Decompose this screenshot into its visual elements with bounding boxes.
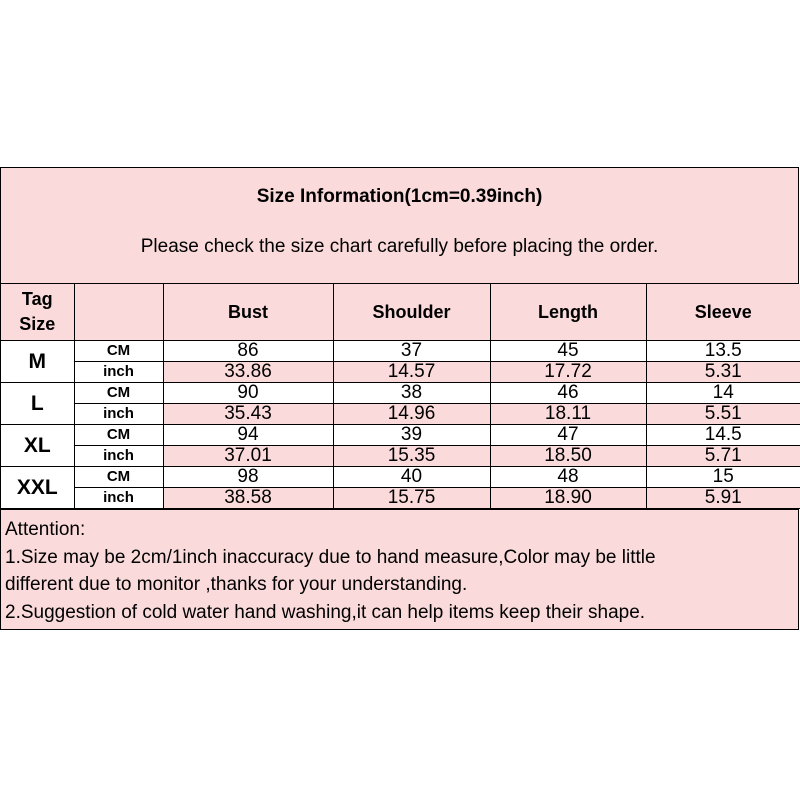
sleeve-cell: 5.71 (646, 446, 800, 467)
shoulder-cell: 14.96 (333, 404, 490, 425)
column-header-shoulder: Shoulder (333, 284, 490, 341)
column-header-length: Length (490, 284, 646, 341)
length-cell: 17.72 (490, 362, 646, 383)
column-header-bust: Bust (163, 284, 333, 341)
length-cell: 18.11 (490, 404, 646, 425)
unit-cell: inch (74, 488, 163, 509)
unit-cell: CM (74, 341, 163, 362)
sleeve-cell: 14 (646, 383, 800, 404)
notes-line: 2.Suggestion of cold water hand washing,it can help items keep their shape. (5, 601, 646, 623)
chart-subtitle: Please check the size chart carefully before placing the order. (140, 236, 659, 257)
length-cell: 48 (490, 467, 646, 488)
unit-cell: CM (74, 467, 163, 488)
notes-line: 1.Size may be 2cm/1inch inaccuracy due to hand measure,Color may be little (5, 546, 656, 568)
chart-header (1, 168, 798, 284)
shoulder-cell: 15.35 (333, 446, 490, 467)
sleeve-cell: 13.5 (646, 341, 800, 362)
column-header-unit (74, 284, 163, 341)
bust-cell: 94 (163, 425, 333, 446)
shoulder-cell: 37 (333, 341, 490, 362)
size-chart (0, 167, 799, 630)
length-cell: 18.90 (490, 488, 646, 509)
sleeve-cell: 14.5 (646, 425, 800, 446)
shoulder-cell: 39 (333, 425, 490, 446)
unit-cell: inch (74, 446, 163, 467)
sleeve-cell: 15 (646, 467, 800, 488)
sleeve-cell: 5.51 (646, 404, 800, 425)
length-cell: 45 (490, 341, 646, 362)
tag-label: Tag (21, 289, 53, 309)
shoulder-cell: 38 (333, 383, 490, 404)
column-header-sleeve: Sleeve (646, 284, 800, 341)
size-label-cell: M (1, 341, 74, 383)
table-row (1, 446, 800, 467)
table-row (1, 404, 800, 425)
unit-cell: inch (74, 362, 163, 383)
bust-cell: 98 (163, 467, 333, 488)
bust-cell: 37.01 (163, 446, 333, 467)
length-cell: 47 (490, 425, 646, 446)
length-cell: 46 (490, 383, 646, 404)
unit-cell: inch (74, 404, 163, 425)
table-row (1, 488, 800, 509)
column-header-row (1, 284, 800, 341)
bust-cell: 38.58 (163, 488, 333, 509)
size-table (1, 284, 800, 509)
table-row (1, 383, 800, 404)
bust-cell: 33.86 (163, 362, 333, 383)
bust-cell: 90 (163, 383, 333, 404)
table-row (1, 341, 800, 362)
sleeve-cell: 5.91 (646, 488, 800, 509)
shoulder-cell: 15.75 (333, 488, 490, 509)
notes-line: different due to monitor ,thanks for your understanding. (5, 574, 468, 595)
chart-title: Size Information(1cm=0.39inch) (256, 186, 543, 207)
sleeve-cell: 5.31 (646, 362, 800, 383)
size-label-cell: XL (1, 425, 74, 467)
bust-cell: 86 (163, 341, 333, 362)
notes-heading: Attention: (5, 519, 86, 540)
size-label-cell: L (1, 383, 74, 425)
table-row (1, 425, 800, 446)
table-row (1, 362, 800, 383)
size-label: Size (19, 314, 56, 334)
bust-cell: 35.43 (163, 404, 333, 425)
unit-cell: CM (74, 425, 163, 446)
shoulder-cell: 14.57 (333, 362, 490, 383)
size-label-cell: XXL (1, 467, 74, 509)
length-cell: 18.50 (490, 446, 646, 467)
attention-notes (1, 509, 798, 629)
table-row (1, 467, 800, 488)
unit-cell: CM (74, 383, 163, 404)
shoulder-cell: 40 (333, 467, 490, 488)
column-header-tag-size (1, 284, 74, 341)
